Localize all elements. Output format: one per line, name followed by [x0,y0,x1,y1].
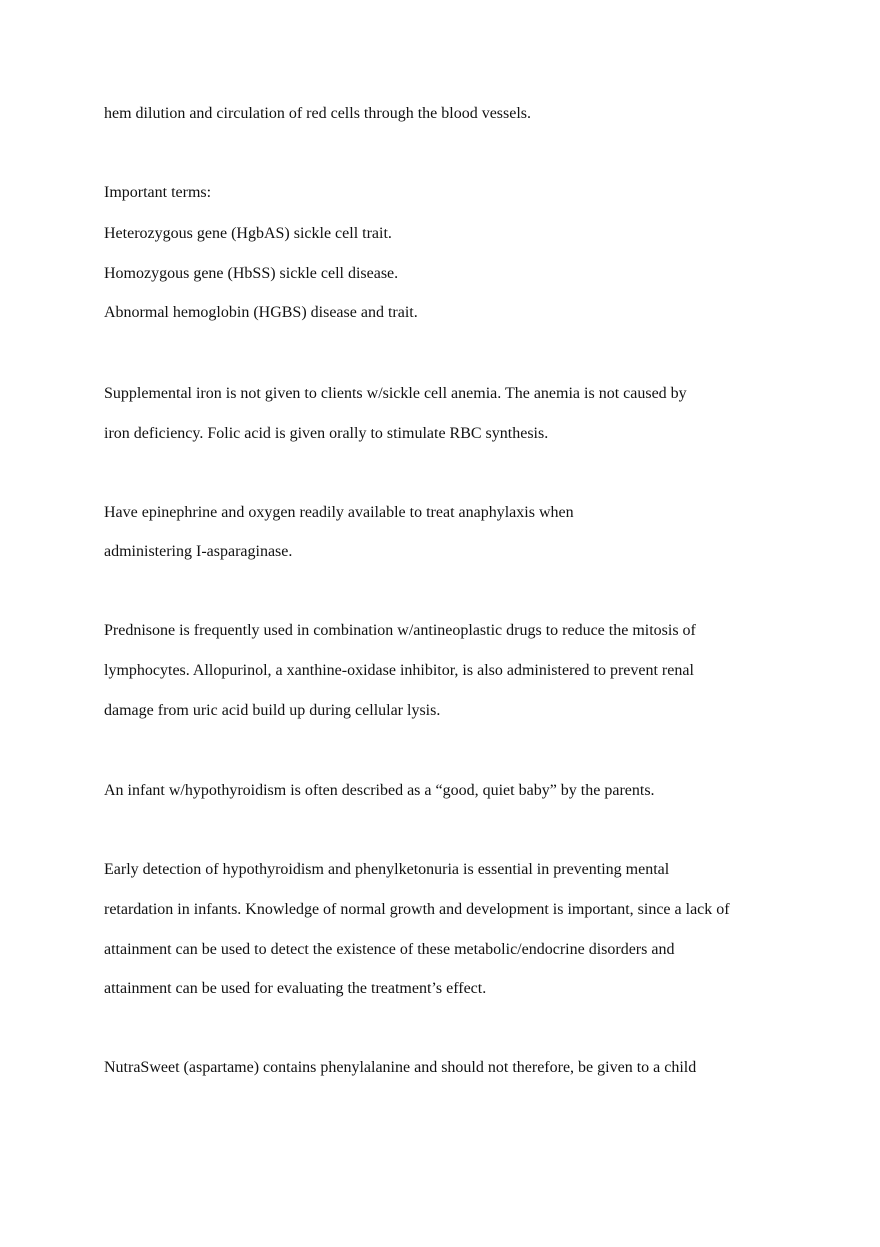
text-line: iron deficiency. Folic acid is given orally to stimulate RBC synthesis. [104,425,549,442]
term-line: Abnormal hemoglobin (HGBS) disease and trait. [104,304,418,321]
term-line: Homozygous gene (HbSS) sickle cell disease. [104,265,399,282]
text-line: Prednisone is frequently used in combination w/antineoplastic drugs to reduce the mitosis of [104,622,696,639]
text-line: attainment can be used to detect the existence of these metabolic/endocrine disorders and [104,941,675,958]
text-line: hem dilution and circulation of red cells through the blood vessels. [104,105,532,122]
text-line: Early detection of hypothyroidism and phenylketonuria is essential in preventing mental [104,861,670,878]
text-line: administering I-asparaginase. [104,543,293,560]
text-line: NutraSweet (aspartame) contains phenylalanine and should not therefore, be given to a child [104,1059,697,1076]
text-line: retardation in infants. Knowledge of normal growth and development is important, since a lack of [104,901,730,918]
section-heading: Important terms: [104,184,212,201]
text-line: attainment can be used for evaluating the treatment’s effect. [104,980,487,997]
text-line: Have epinephrine and oxygen readily available to treat anaphylaxis when [104,504,574,521]
text-line: An infant w/hypothyroidism is often described as a “good, quiet baby” by the parents. [104,782,655,799]
term-line: Heterozygous gene (HgbAS) sickle cell trait. [104,225,392,242]
text-line: lymphocytes. Allopurinol, a xanthine-oxidase inhibitor, is also administered to prevent renal [104,662,694,679]
text-line: damage from uric acid build up during cellular lysis. [104,702,441,719]
text-line: Supplemental iron is not given to clients w/sickle cell anemia. The anemia is not caused by [104,385,687,402]
